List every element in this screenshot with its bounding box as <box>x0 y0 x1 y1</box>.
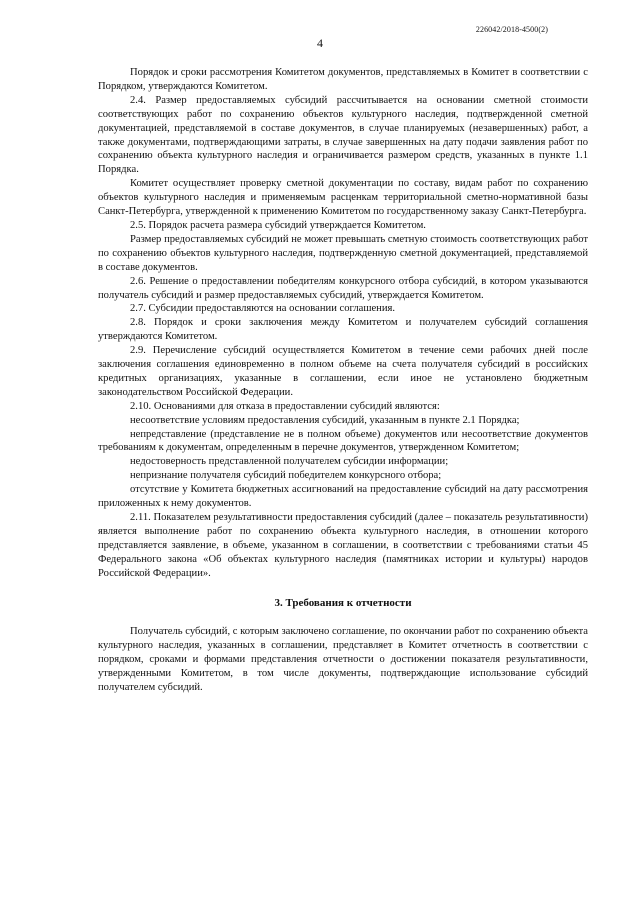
document-id: 226042/2018-4500(2) <box>475 25 548 34</box>
list-item: отсутствие у Комитета бюджетных ассигнований на предоставление субсидий на дату рассмотрения приложенных к нему документов. <box>98 484 588 510</box>
page-number: 4 <box>317 36 323 50</box>
list-item: несоответствие условиям предоставления субсидий, указанным в пункте 2.1 Порядка; <box>130 414 520 426</box>
list-item: непризнание получателя субсидий победителем конкурсного отбора; <box>130 470 442 482</box>
document-body <box>98 66 588 695</box>
paragraph: Размер предоставляемых субсидий не может превышать сметную стоимость соответствующих работ по сохранению объектов культурного наследия, подтвержденную сметной документацией, представляемой в составе документов. <box>98 233 588 273</box>
paragraph: 2.7. Субсидии предоставляются на основании соглашения. <box>130 303 396 315</box>
paragraph: 2.6. Решение о предоставлении победителям конкурсного отбора субсидий, в котором указываются получатель субсидий и размер предоставляемых субсидий, утверждается Комитетом. <box>98 275 588 301</box>
paragraph: 2.9. Перечисление субсидий осуществляется Комитетом в течение семи рабочих дней после заключения соглашения единовременно в полном объеме на счета получателя субсидий в российских кредитных организациях, указанные в соглашении, если иное не установлено бюджетным законодательством Российской Федерации. <box>98 345 588 398</box>
paragraph: Получатель субсидий, с которым заключено соглашение, по окончании работ по сохранению объекта культурного наследия, указанных в соглашении, представляет в Комитет отчетность в соответствии с порядком, сроками и формами представления отчетности о достижении показателя результативности, утвержденными Комитетом, в том числе документы, подтверждающие использование субсидий получателем субсидий. <box>98 626 588 694</box>
paragraph: 2.11. Показателем результативности предоставления субсидий (далее – показатель результативности) является выполнение работ по сохранению объекта культурного наследия, в отношении которого представляется заявление, в объеме, указанном в соглашении, в соответствии с требованиями статьи 45 Федерального закона «Об объектах культурного наследия (памятниках истории и культуры) народов Российской Федерации». <box>98 512 588 579</box>
list-item: непредставление (представление не в полном объеме) документов или несоответствие документов требованиям к документам, определенным в перечне документов, утвержденном Комитетом; <box>98 428 588 454</box>
paragraph: 2.4. Размер предоставляемых субсидий рассчитывается на основании сметной стоимости соответствующих работ по сохранению объектов культурного наследия, подтвержденной сметной документацией, представляемой в составе документов, в случае планируемых (незавершенных) работ, а также документами, подтверждающими затраты, в случае завершенных на дату подачи заявления работ по сохранению объекта культурного наследия и ограничивается размером средств, указанных в пункте 1.1 Порядка. <box>98 94 588 176</box>
paragraph: 2.5. Порядок расчета размера субсидий утверждается Комитетом. <box>130 219 426 231</box>
list-item: недостоверность представленной получателем субсидии информации; <box>130 456 449 468</box>
section-heading: 3. Требования к отчетности <box>274 596 412 609</box>
paragraph: Порядок и сроки рассмотрения Комитетом документов, представляемых в Комитет в соответствии с Порядком, утверждаются Комитетом. <box>98 67 588 92</box>
paragraph: 2.8. Порядок и сроки заключения между Комитетом и получателем субсидий соглашения утверждаются Комитетом. <box>98 317 588 343</box>
paragraph: Комитет осуществляет проверку сметной документации по составу, видам работ по сохранению объектов культурного наследия и применяемым расценкам территориальной сметно-нормативной базы Санкт-Петербурга, утвержденной к применению Комитетом по государственному заказу Санкт-Петербурга. <box>98 178 588 218</box>
paragraph: 2.10. Основаниями для отказа в предоставлении субсидий являются: <box>130 400 440 412</box>
